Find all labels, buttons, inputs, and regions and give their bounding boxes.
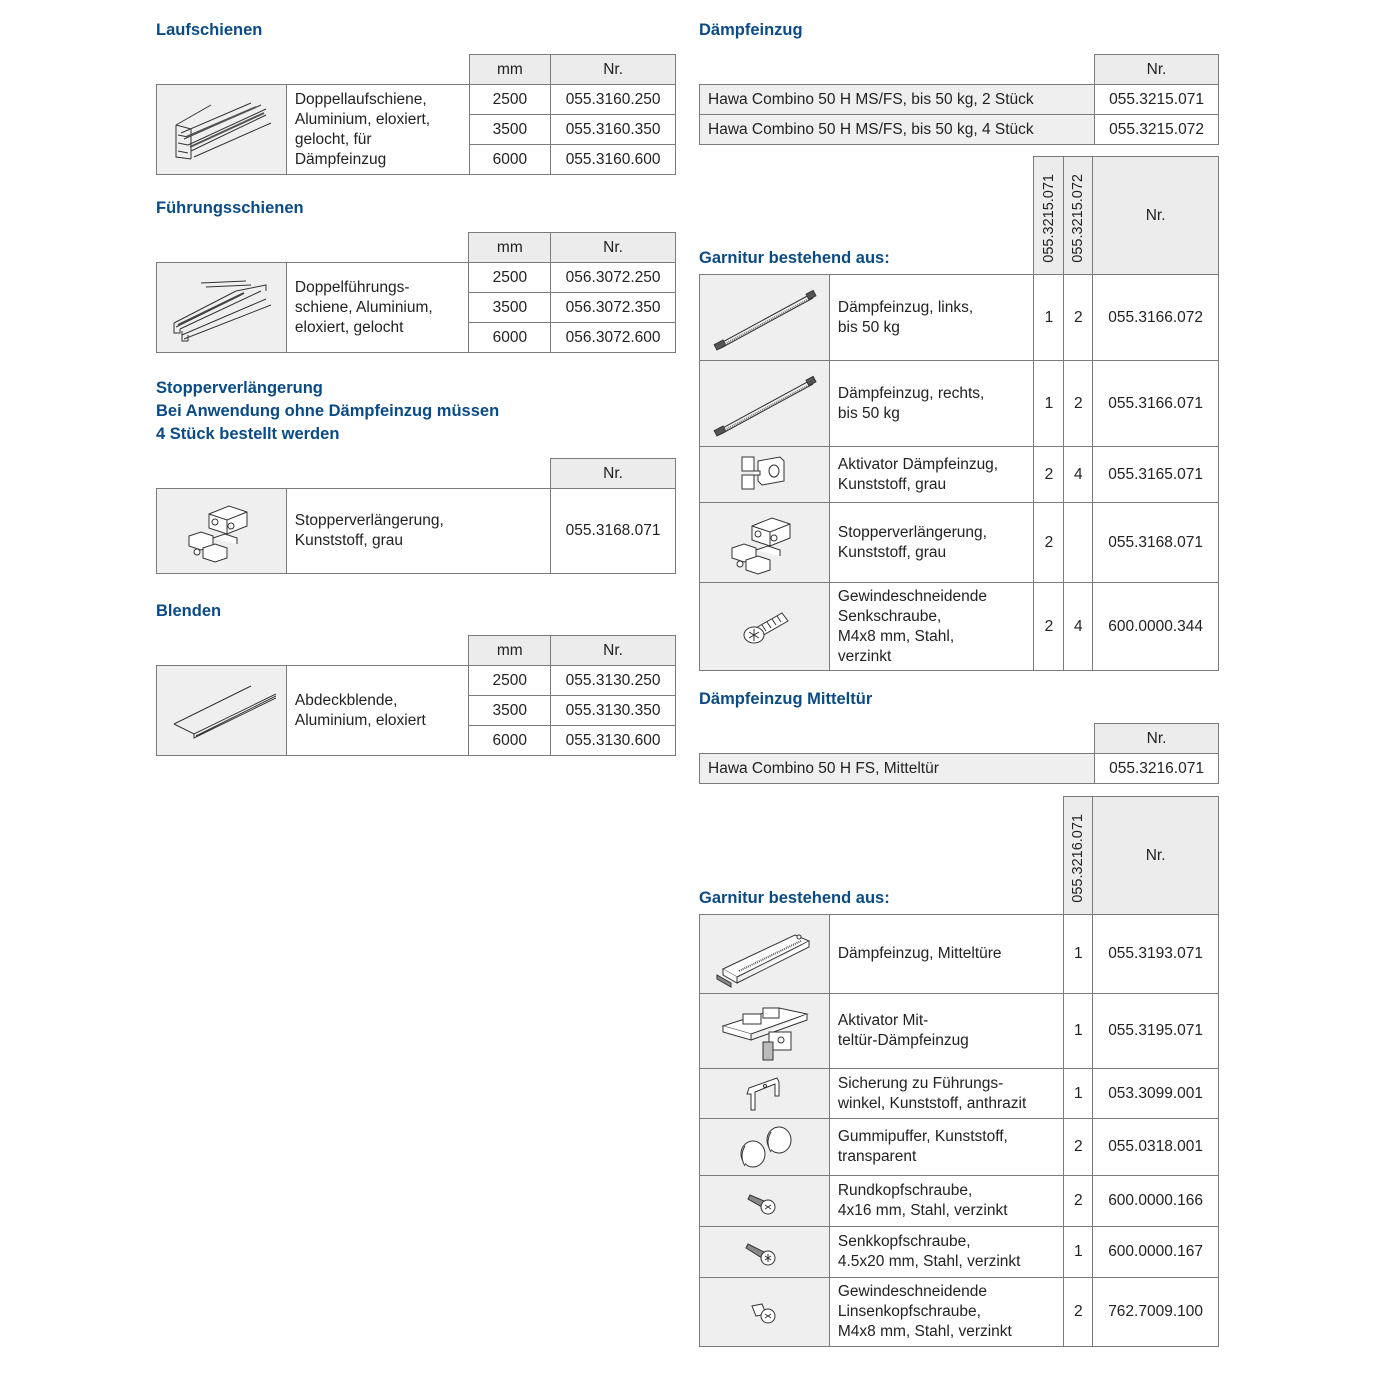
section-title-blenden: Blenden bbox=[156, 602, 222, 620]
round-head-screw-icon bbox=[700, 1176, 830, 1227]
product-description: Gewindeschneidende Linsenkopfschraube, M4x8 mm, Stahl, verzinkt bbox=[829, 1278, 1063, 1347]
table-row bbox=[700, 85, 1219, 115]
article-number: 055.3160.600 bbox=[551, 145, 676, 175]
product-description: Dämpfeinzug, rechts, bis 50 kg bbox=[829, 361, 1034, 447]
article-number: 055.3165.071 bbox=[1093, 447, 1219, 503]
product-description: Stopperverlängerung, Kunststoff, grau bbox=[829, 503, 1034, 583]
stopper-extension-icon bbox=[700, 503, 830, 583]
product-description: Stopperverlängerung, Kunststoff, grau bbox=[286, 489, 550, 574]
header-nr: Nr. bbox=[1093, 797, 1219, 915]
quantity-set-2 bbox=[1064, 503, 1093, 583]
table-row bbox=[700, 915, 1219, 994]
section-title-daempfeinzug: Dämpfeinzug bbox=[699, 21, 803, 39]
product-description: Gummipuffer, Kunststoff, transparent bbox=[829, 1119, 1063, 1176]
header-nr: Nr. bbox=[551, 233, 676, 263]
length-mm: 6000 bbox=[469, 323, 551, 353]
table-row bbox=[700, 1069, 1219, 1119]
table-row bbox=[700, 583, 1219, 671]
product-description: Aktivator Mit- teltür-Dämpfeinzug bbox=[829, 994, 1063, 1069]
table-row bbox=[157, 85, 676, 115]
daempfeinzug-sets-table bbox=[699, 54, 1219, 145]
article-number: 600.0000.167 bbox=[1093, 1227, 1219, 1278]
table-row bbox=[700, 1119, 1219, 1176]
stopper-table bbox=[156, 458, 676, 574]
table-row bbox=[700, 1278, 1219, 1347]
header-nr: Nr. bbox=[1095, 55, 1219, 85]
article-number: 053.3099.001 bbox=[1093, 1069, 1219, 1119]
product-description: Doppelführungs- schiene, Aluminium, eloxiert, gelocht bbox=[286, 263, 469, 353]
quantity-set-1: 1 bbox=[1034, 361, 1064, 447]
article-number: 055.3130.350 bbox=[551, 696, 676, 726]
quantity-set-2: 4 bbox=[1064, 447, 1093, 503]
section-title-fuehrungsschienen: Führungsschienen bbox=[156, 199, 304, 217]
length-mm: 3500 bbox=[469, 696, 551, 726]
article-number: 055.3195.071 bbox=[1093, 994, 1219, 1069]
table-row bbox=[700, 1176, 1219, 1227]
product-description: Aktivator Dämpfeinzug, Kunststoff, grau bbox=[829, 447, 1034, 503]
quantity-set-1: 2 bbox=[1064, 1278, 1093, 1347]
article-number: 600.0000.344 bbox=[1093, 583, 1219, 671]
quantity-set-2: 2 bbox=[1064, 361, 1093, 447]
length-mm: 2500 bbox=[469, 666, 551, 696]
mitteltuer-set-table bbox=[699, 723, 1219, 784]
product-description: Dämpfeinzug, Mitteltüre bbox=[829, 915, 1063, 994]
quantity-set-1: 1 bbox=[1034, 275, 1064, 361]
quantity-set-1: 1 bbox=[1064, 994, 1093, 1069]
article-number: 055.3216.071 bbox=[1095, 754, 1219, 784]
quantity-set-1: 1 bbox=[1064, 1227, 1093, 1278]
table-row bbox=[700, 361, 1219, 447]
header-mm: mm bbox=[469, 636, 551, 666]
article-number: 056.3072.250 bbox=[551, 263, 676, 293]
section-title-stopper: Stopperverlängerung Bei Anwendung ohne Dämpfeinzug müssen 4 Stück bestellt werden bbox=[156, 379, 500, 443]
header-nr: Nr. bbox=[1093, 157, 1219, 275]
daempfeinzug-garnitur-table bbox=[699, 156, 1219, 671]
product-description: Sicherung zu Führungs- winkel, Kunststoff, anthrazit bbox=[829, 1069, 1063, 1119]
set-label: Hawa Combino 50 H MS/FS, bis 50 kg, 4 Stück bbox=[700, 115, 1095, 145]
set-column-header: 055.3216.071 bbox=[1064, 797, 1093, 915]
product-description: Dämpfeinzug, links, bis 50 kg bbox=[829, 275, 1034, 361]
header-nr: Nr. bbox=[551, 636, 676, 666]
article-number: 055.0318.001 bbox=[1093, 1119, 1219, 1176]
quantity-set-2: 2 bbox=[1064, 275, 1093, 361]
header-nr: Nr. bbox=[1095, 724, 1219, 754]
pan-head-screw-icon bbox=[700, 1278, 830, 1347]
quantity-set-1: 2 bbox=[1064, 1176, 1093, 1227]
table-row bbox=[157, 489, 676, 574]
center-door-activator-icon bbox=[700, 994, 830, 1069]
quantity-set-1: 1 bbox=[1064, 915, 1093, 994]
quantity-set-1: 2 bbox=[1034, 583, 1064, 671]
table-row bbox=[700, 115, 1219, 145]
length-mm: 3500 bbox=[469, 293, 551, 323]
article-number: 056.3072.350 bbox=[551, 293, 676, 323]
damper-right-icon bbox=[700, 361, 830, 447]
article-number: 762.7009.100 bbox=[1093, 1278, 1219, 1347]
table-row bbox=[700, 503, 1219, 583]
damper-left-icon bbox=[700, 275, 830, 361]
article-number: 055.3215.072 bbox=[1095, 115, 1219, 145]
set-column-header: 055.3215.071 bbox=[1034, 157, 1064, 275]
quantity-set-1: 2 bbox=[1034, 447, 1064, 503]
header-mm: mm bbox=[469, 55, 551, 85]
header-nr: Nr. bbox=[551, 55, 676, 85]
length-mm: 6000 bbox=[469, 726, 551, 756]
safety-clip-icon bbox=[700, 1069, 830, 1119]
product-description: Senkkopfschraube, 4.5x20 mm, Stahl, verzinkt bbox=[829, 1227, 1063, 1278]
article-number: 055.3130.600 bbox=[551, 726, 676, 756]
table-row bbox=[157, 666, 676, 696]
article-number: 055.3130.250 bbox=[551, 666, 676, 696]
double-guide-rail-icon bbox=[157, 263, 287, 353]
table-row bbox=[700, 1227, 1219, 1278]
article-number: 055.3166.071 bbox=[1093, 361, 1219, 447]
table-row bbox=[700, 447, 1219, 503]
table-row bbox=[157, 263, 676, 293]
garnitur-title: Garnitur bestehend aus: bbox=[699, 249, 890, 267]
article-number: 055.3160.350 bbox=[551, 115, 676, 145]
rubber-buffer-icon bbox=[700, 1119, 830, 1176]
mitteltuer-garnitur-table bbox=[699, 796, 1219, 1347]
countersunk-screw-icon bbox=[700, 1227, 830, 1278]
quantity-set-1: 1 bbox=[1064, 1069, 1093, 1119]
set-label: Hawa Combino 50 H MS/FS, bis 50 kg, 2 Stück bbox=[700, 85, 1095, 115]
length-mm: 2500 bbox=[469, 263, 551, 293]
activator-icon bbox=[700, 447, 830, 503]
table-row bbox=[700, 994, 1219, 1069]
article-number: 055.3193.071 bbox=[1093, 915, 1219, 994]
section-title-laufschienen: Laufschienen bbox=[156, 21, 263, 39]
quantity-set-1: 2 bbox=[1034, 503, 1064, 583]
article-number: 600.0000.166 bbox=[1093, 1176, 1219, 1227]
length-mm: 2500 bbox=[469, 85, 551, 115]
stopper-extension-icon bbox=[157, 489, 287, 574]
cover-strip-icon bbox=[157, 666, 287, 756]
table-row bbox=[700, 754, 1219, 784]
countersunk-screw-icon bbox=[700, 583, 830, 671]
length-mm: 3500 bbox=[469, 115, 551, 145]
article-number: 055.3166.072 bbox=[1093, 275, 1219, 361]
blenden-table bbox=[156, 635, 676, 756]
table-row bbox=[700, 275, 1219, 361]
article-number: 055.3168.071 bbox=[1093, 503, 1219, 583]
laufschienen-table bbox=[156, 54, 676, 175]
quantity-set-1: 2 bbox=[1064, 1119, 1093, 1176]
set-column-header: 055.3215.072 bbox=[1064, 157, 1093, 275]
product-description: Abdeckblende, Aluminium, eloxiert bbox=[286, 666, 469, 756]
article-number: 055.3160.250 bbox=[551, 85, 676, 115]
double-running-rail-icon bbox=[157, 85, 287, 175]
article-number: 056.3072.600 bbox=[551, 323, 676, 353]
article-number: 055.3215.071 bbox=[1095, 85, 1219, 115]
header-nr: Nr. bbox=[551, 459, 676, 489]
product-description: Gewindeschneidende Senkschraube, M4x8 mm, Stahl, verzinkt bbox=[829, 583, 1034, 671]
set-label: Hawa Combino 50 H FS, Mitteltür bbox=[700, 754, 1095, 784]
header-mm: mm bbox=[469, 233, 551, 263]
length-mm: 6000 bbox=[469, 145, 551, 175]
section-title-mitteltuer: Dämpfeinzug Mitteltür bbox=[699, 690, 873, 708]
article-number: 055.3168.071 bbox=[551, 489, 676, 574]
garnitur-title: Garnitur bestehend aus: bbox=[699, 889, 890, 907]
product-description: Doppellaufschiene, Aluminium, eloxiert, gelocht, für Dämpfeinzug bbox=[286, 85, 469, 175]
fuehrungsschienen-table bbox=[156, 232, 676, 353]
center-door-damper-icon bbox=[700, 915, 830, 994]
quantity-set-2: 4 bbox=[1064, 583, 1093, 671]
product-description: Rundkopfschraube, 4x16 mm, Stahl, verzinkt bbox=[829, 1176, 1063, 1227]
